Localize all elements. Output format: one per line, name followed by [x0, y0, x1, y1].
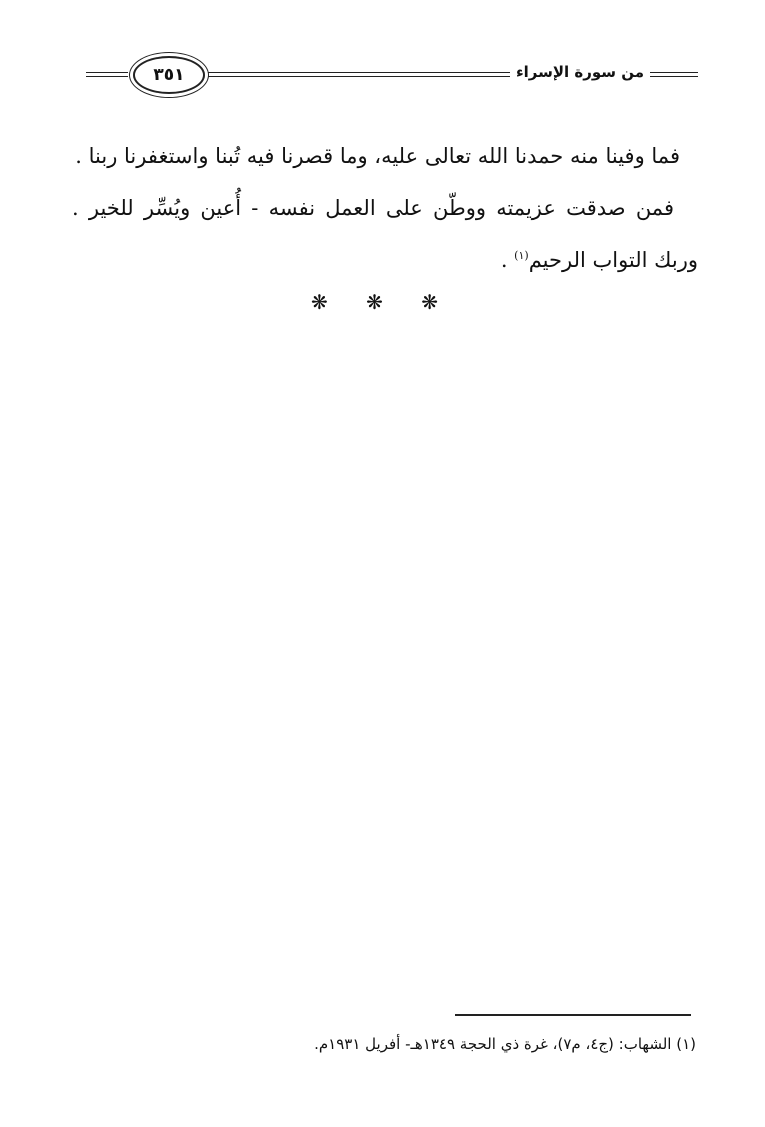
header-rule-center	[208, 72, 510, 77]
section-separator: ❋ ❋ ❋	[311, 290, 454, 314]
running-title: من سورة الإسراء	[515, 63, 645, 81]
header-rule-right	[650, 72, 698, 77]
footnote-marker[interactable]: (١)	[514, 249, 529, 262]
paragraph-2	[72, 182, 698, 286]
footnote: (١) الشهاب: (ج٤، م٧)، غرة ذي الحجة ١٣٤٩هـ- أفريل ١٩٣١م.	[314, 1035, 696, 1053]
page-number: ٣٥١	[133, 56, 205, 94]
paragraph-2-text: فمن صدقت عزيمته ووطّن على العمل نفسه - أُعين ويُسِّر للخير . وربك التواب الرحيم	[72, 196, 698, 272]
footnote-rule	[455, 1014, 691, 1016]
body-text	[72, 130, 698, 286]
paragraph-2-end: .	[500, 248, 515, 272]
paragraph-1: فما وفينا منه حمدنا الله تعالى عليه، وما قصرنا فيه تُبنا واستغفرنا ربنا .	[75, 144, 680, 168]
page-header	[0, 0, 765, 110]
header-rule-left	[86, 72, 128, 77]
